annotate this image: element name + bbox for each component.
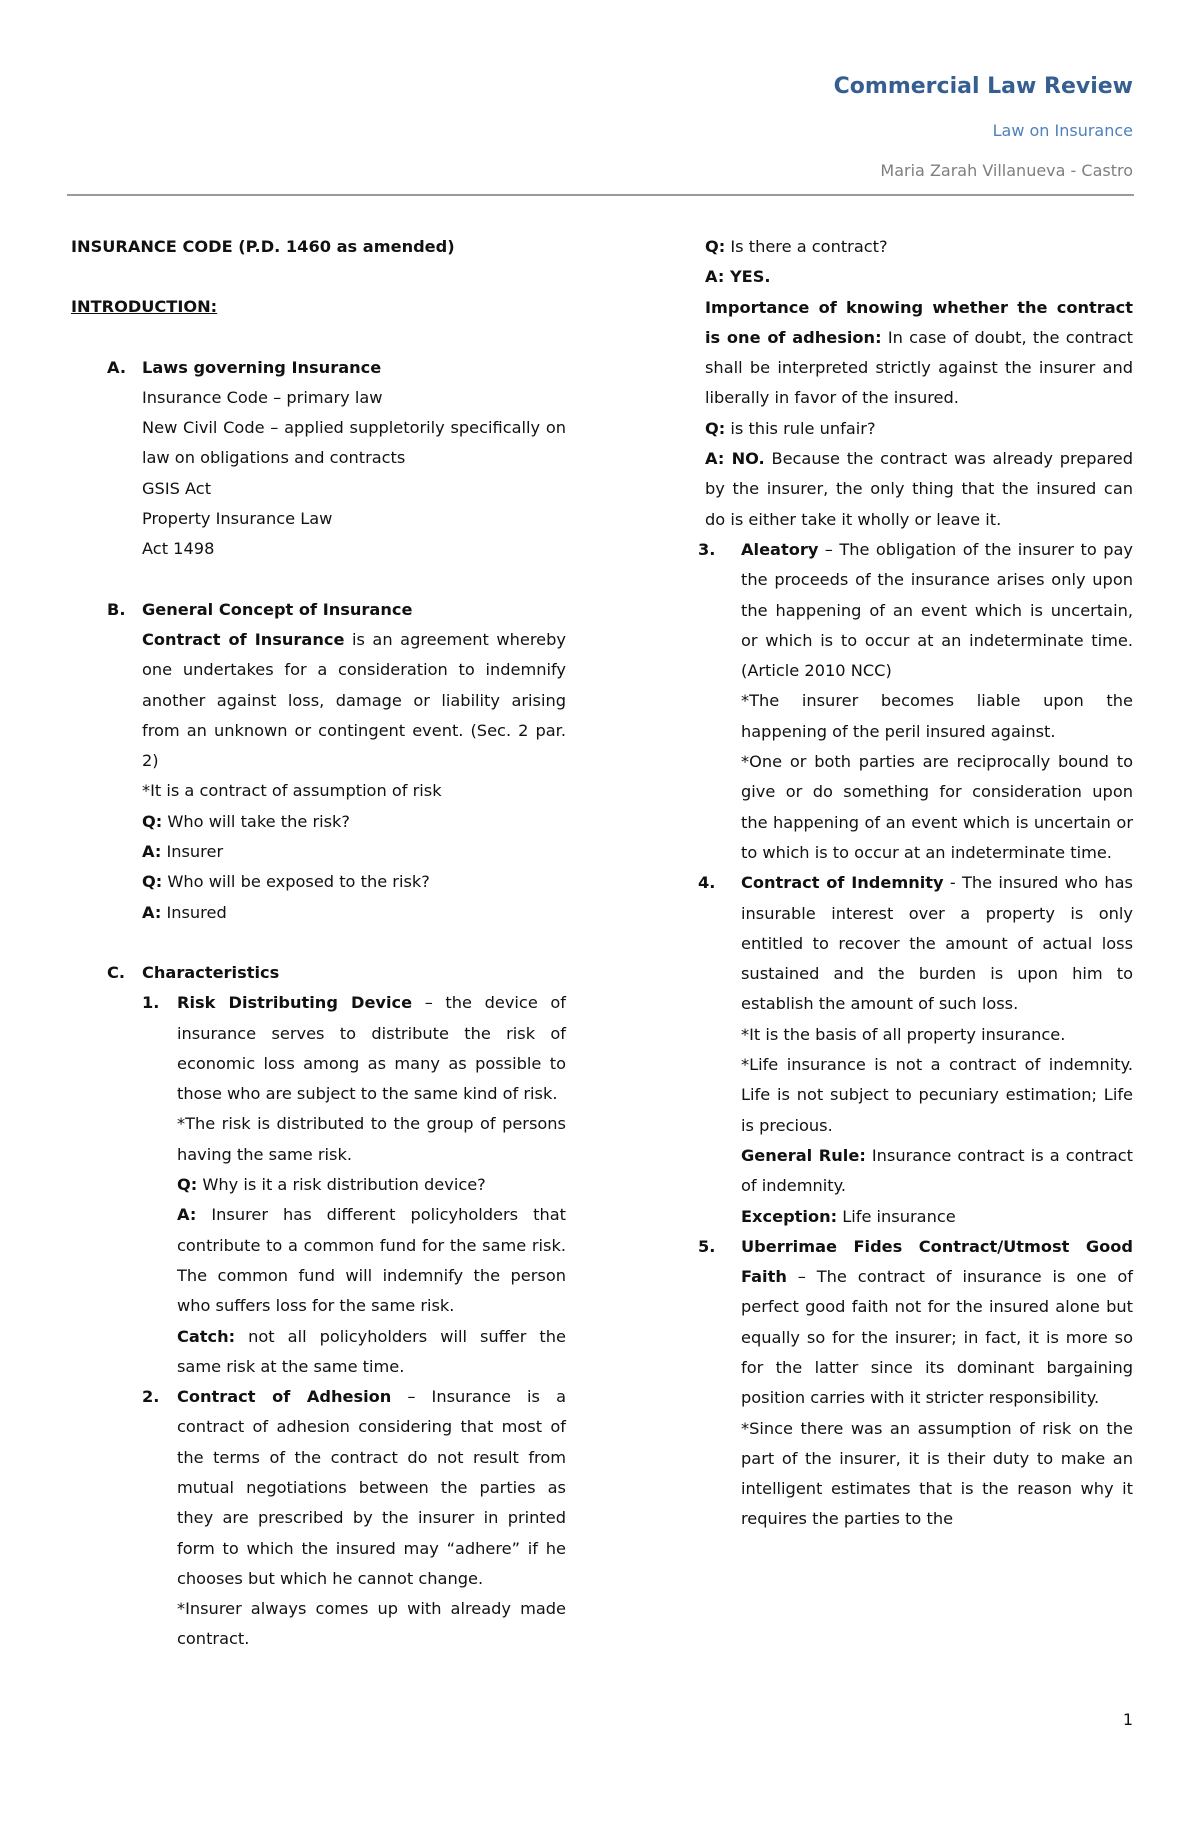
question: Q: Who will take the risk? (142, 811, 351, 831)
definition-paragraph (142, 625, 566, 776)
importance-paragraph: Importance of knowing whether the contract is one of adhesion: In case of doubt, the contract shall be interpreted strictly against the insurer and liberally in favor of the insured. (705, 297, 1133, 408)
law-item: Insurance Code – primary law (142, 387, 383, 407)
general-rule: General Rule: Insurance contract is a contract of indemnity. (741, 1145, 1133, 1196)
section-c (71, 958, 566, 1655)
note: *Life insurance is not a contract of indemnity. Life is not subject to pecuniary estimation; Life is precious. (741, 1055, 1133, 1135)
header-divider (67, 194, 1134, 196)
answer: A: NO. Because the contract was already prepared by the insurer, the only thing that the insured can do is either take it wholly or leave it. (705, 449, 1134, 529)
note: *It is a contract of assumption of risk (142, 781, 442, 801)
characteristic-definition: Uberrimae Fides Contract/Utmost Good Faith – The contract of insurance is one of perfect good faith not for the insured alone but equally so for the insurer; in fact, it is more so for the latter since its dominant bargaining position carries with it stricter responsibility. (741, 1236, 1133, 1408)
note: *The insurer becomes liable upon the happening of the peril insured against. (741, 691, 1133, 741)
left-column (71, 232, 566, 1655)
note: *Since there was an assumption of risk on the part of the insurer, it is their duty to make an intelligent estimates that is the reason why it requires the parties to the (741, 1418, 1133, 1529)
question: Q: is this rule unfair? (705, 418, 876, 438)
characteristic-item: 4. Contract of Indemnity - The insured who has insurable interest over a property is only entitled to recover the amount of actual loss sustained and the burden is upon him to establish the amount of such loss. *It is the basis of all property insurance. *Life insurance is not a contract of indemnity. Life is not subject to pecuniary estimation; Life is precious. General Rule: Insurance contract is a contract of indemnity. Exception: Life insurance (705, 868, 1133, 1232)
introduction-heading: INTRODUCTION: (71, 297, 218, 317)
section-c-title: Characteristics (142, 962, 280, 982)
section-b-label: B. (107, 599, 126, 619)
page-header (834, 74, 1133, 180)
characteristic-item: 2. Contract of Adhesion – Insurance is a contract of adhesion considering that most of the terms of the contract do not result from mutual negotiations between the parties as they are prescribed by the insurer in printed form to which the insured may “adhere” if he chooses but which he cannot change. *Insurer always comes up with already made contract. (142, 1382, 566, 1655)
question: Q: Who will be exposed to the risk? (142, 872, 430, 892)
header-title: Commercial Law Review (833, 74, 1133, 99)
characteristic-item: 1. Risk Distributing Device – the device of insurance serves to distribute the risk of economic loss among as many as possible to those who are subject to the same kind of risk. *The risk is distributed to the group of persons having the same risk. Q: Why is it a risk distribution device? A: Insurer has different policyholders that contribute to a common fund for the same risk. The common fund will indemnify the person who suffers loss for the same risk. Catch: not all policyholders will suffer the same risk at the same time. (142, 988, 566, 1382)
question: Q: Why is it a risk distribution device? (177, 1175, 486, 1195)
law-item: Property Insurance Law (142, 509, 333, 529)
characteristic-definition: Aleatory – The obligation of the insurer to pay the proceeds of the insurance arises only upon the happening of an event which is uncertain, or which is to occur at an indeterminate time. (Article 2010 NCC) (741, 539, 1133, 681)
note: *One or both parties are reciprocally bound to give or do something for consideration upon the happening of an event which is uncertain or to which is to occur at an indeterminate time. (741, 752, 1133, 862)
characteristic-item: 5. Uberrimae Fides Contract/Utmost Good Faith – The contract of insurance is one of perfect good faith not for the insured alone but equally so for the insurer; in fact, it is more so for the latter since its dominant bargaining position carries with it stricter responsibility. *Since there was an assumption of risk on the part of the insurer, it is their duty to make an intelligent estimates that is the reason why it requires the parties to the (705, 1232, 1133, 1535)
answer: A: Insurer (142, 842, 224, 862)
header-subtitle: Law on Insurance (992, 121, 1133, 140)
section-a (71, 353, 566, 565)
document-title: INSURANCE CODE (P.D. 1460 as amended) (71, 237, 455, 256)
characteristic-definition: Contract of Indemnity - The insured who has insurable interest over a property is only entitled to recover the amount of actual loss sustained and the burden is upon him to establish the amount of such loss. (741, 873, 1133, 1014)
answer: A: Insured (142, 902, 227, 922)
characteristic-definition: Risk Distributing Device – the device of insurance serves to distribute the risk of economic loss among as many as possible to those who are subject to the same kind of risk. (177, 993, 566, 1104)
section-b (71, 595, 566, 928)
definition-term: Contract of Insurance (142, 629, 345, 649)
catch: Catch: not all policyholders will suffer the same risk at the same time. (177, 1326, 566, 1376)
characteristic-definition: Contract of Adhesion – Insurance is a contract of adhesion considering that most of the terms of the contract do not result from mutual negotiations between the parties as they are prescribed by the insurer in printed form to which the insured may “adhere” if he chooses but which he cannot change. (177, 1387, 566, 1588)
header-author: Maria Zarah Villanueva - Castro (880, 161, 1133, 180)
definition-text: is an agreement whereby one undertakes for a consideration to indemnify another against loss, damage or liability arising from an unknown or contingent event. (Sec. 2 par. 2) (142, 629, 566, 771)
answer: A: Insurer has different policyholders that contribute to a common fund for the same risk. The common fund will indemnify the person who suffers loss for the same risk. (177, 1205, 566, 1316)
characteristic-item: 3. Aleatory – The obligation of the insurer to pay the proceeds of the insurance arises only upon the happening of an event which is uncertain, or which is to occur at an indeterminate time. (Article 2010 NCC) *The insurer becomes liable upon the happening of the peril insured against. *One or both parties are reciprocally bound to give or do something for consideration upon the happening of an event which is uncertain or to which is to occur at an indeterminate time. (705, 535, 1133, 868)
exception: Exception: Life insurance (741, 1206, 956, 1226)
law-item: GSIS Act (142, 478, 212, 498)
section-a-title: Laws governing Insurance (142, 357, 382, 377)
note: *The risk is distributed to the group of persons having the same risk. (177, 1114, 566, 1164)
law-item: New Civil Code – applied suppletorily specifically on law on obligations and contracts (142, 418, 566, 468)
page-number: 1 (1122, 1710, 1133, 1729)
answer: A: YES. (705, 267, 771, 287)
note: *It is the basis of all property insurance. (741, 1024, 1066, 1044)
section-a-label: A. (107, 357, 126, 377)
question: Q: Is there a contract? (705, 237, 888, 256)
law-item: Act 1498 (142, 539, 215, 559)
note: *Insurer always comes up with already made contract. (177, 1599, 566, 1649)
section-c-label: C. (107, 962, 126, 982)
right-column (698, 232, 1134, 1535)
section-b-title: General Concept of Insurance (142, 599, 413, 619)
